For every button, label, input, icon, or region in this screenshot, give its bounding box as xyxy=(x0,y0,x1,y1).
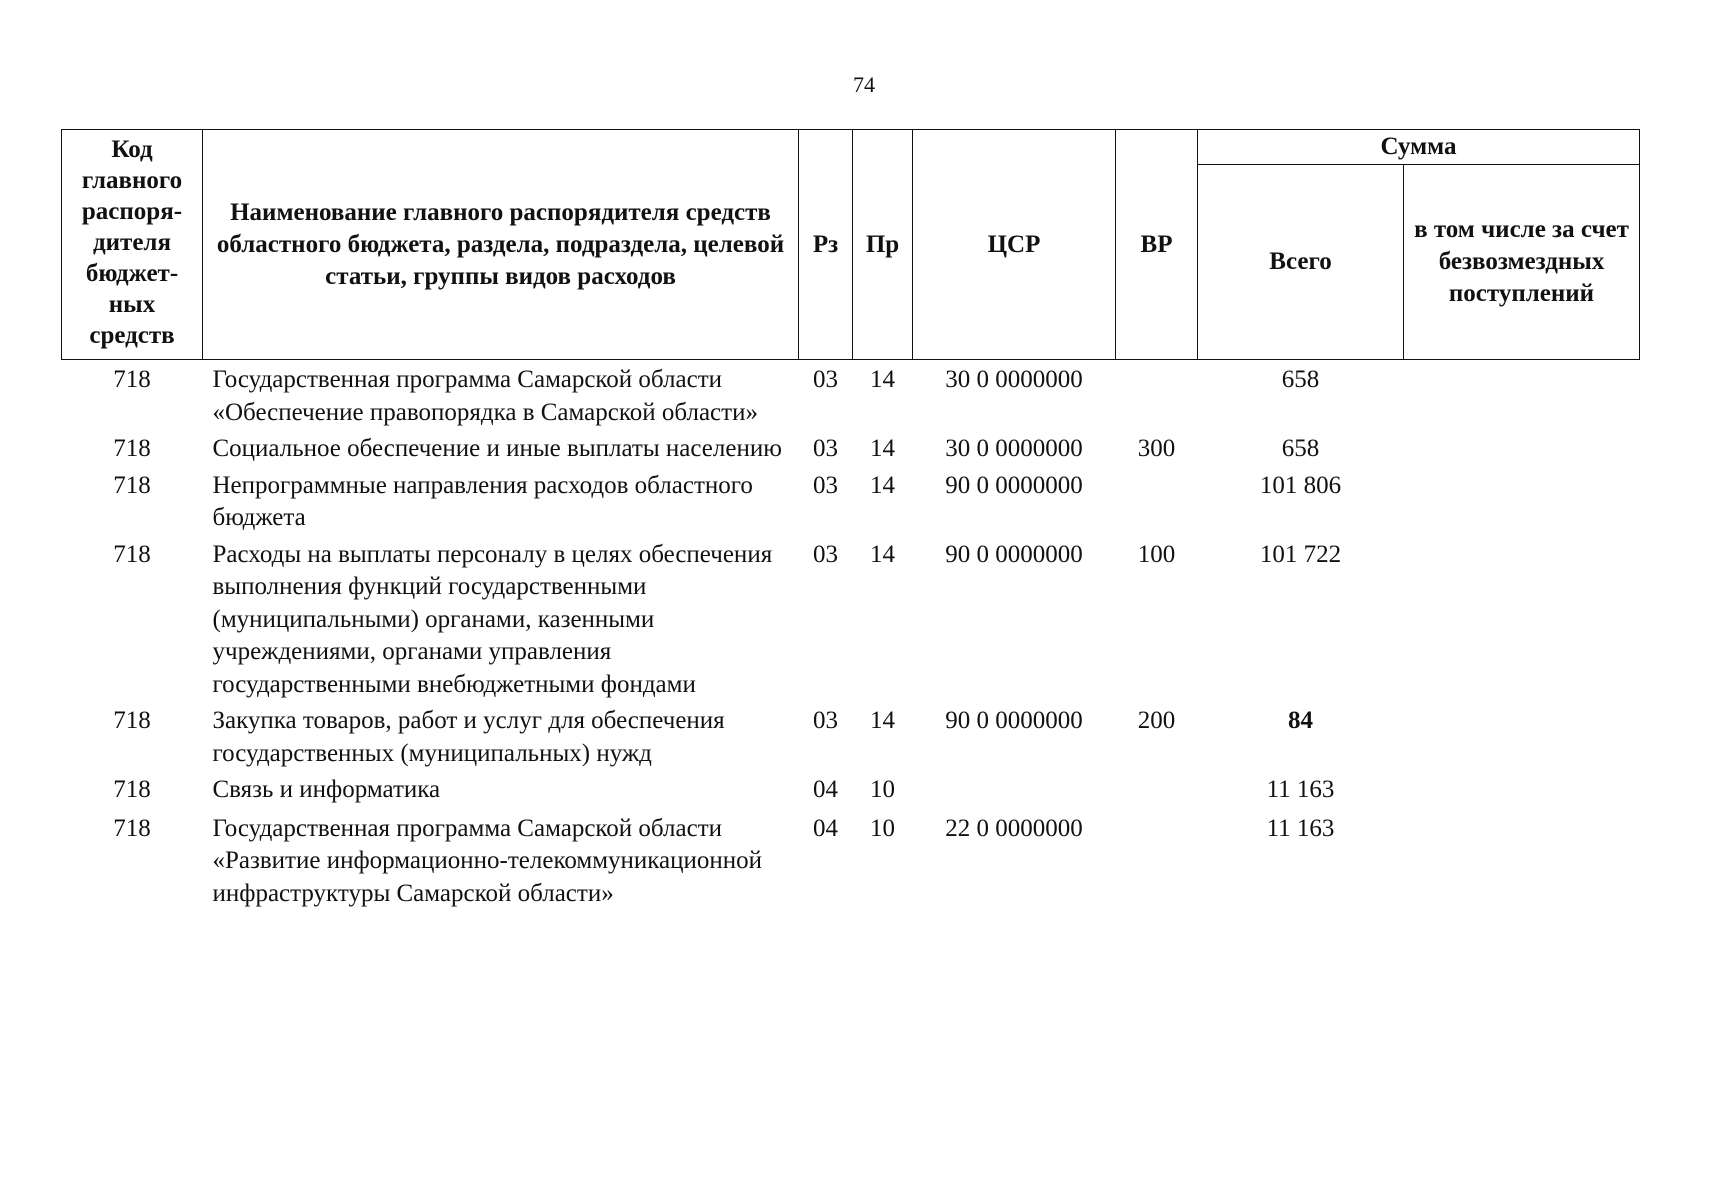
cell-rz: 03 xyxy=(813,540,838,568)
cell-rz: 03 xyxy=(813,366,838,393)
cell-csr: 30 0 0000000 xyxy=(945,435,1083,462)
cell-pr: 14 xyxy=(870,471,895,499)
header-pr: Пр xyxy=(853,130,913,360)
cell-total: 84 xyxy=(1288,707,1313,734)
cell-name: Расходы на выплаты персоналу в целях обеспечения выполнения функций государственными (муниципальными) органами, казенными учреждениями, органами управления государственными внебюджетными фондами xyxy=(212,540,773,698)
header-csr: ЦСР xyxy=(913,130,1116,360)
cell-free xyxy=(1404,535,1640,702)
cell-vr xyxy=(1116,770,1198,807)
cell-vr: 100 xyxy=(1137,540,1176,568)
cell-free xyxy=(1404,701,1640,770)
cell-vr: 300 xyxy=(1137,435,1176,462)
cell-free xyxy=(1404,466,1640,535)
table-row xyxy=(62,429,1640,466)
cell-kod: 718 xyxy=(113,814,151,842)
cell-pr: 14 xyxy=(870,366,895,393)
cell-csr: 30 0 0000000 xyxy=(945,366,1083,393)
cell-vr: 200 xyxy=(1137,707,1176,734)
cell-pr: 10 xyxy=(870,814,895,842)
cell-csr: 90 0 0000000 xyxy=(945,540,1083,568)
cell-csr: 22 0 0000000 xyxy=(945,814,1083,842)
header-name: Наименование главного распорядителя средств областного бюджета, раздела, подраздела, целевой статьи, группы видов расходов xyxy=(203,130,799,360)
table-row xyxy=(62,466,1640,535)
cell-kod: 718 xyxy=(113,435,151,462)
cell-vr xyxy=(1116,807,1198,911)
cell-total: 658 xyxy=(1281,366,1320,393)
header-vsego: Всего xyxy=(1198,165,1404,360)
cell-total: 101 722 xyxy=(1259,540,1342,568)
cell-rz: 03 xyxy=(813,707,838,734)
table-row xyxy=(62,535,1640,702)
cell-kod: 718 xyxy=(113,471,151,499)
table-row xyxy=(62,807,1640,911)
cell-total: 101 806 xyxy=(1259,471,1342,499)
cell-kod: 718 xyxy=(113,776,151,803)
cell-total: 658 xyxy=(1281,435,1320,462)
cell-free xyxy=(1404,360,1640,430)
cell-csr: 90 0 0000000 xyxy=(945,707,1083,734)
cell-name: Связь и информатика xyxy=(212,776,441,803)
cell-total: 11 163 xyxy=(1266,814,1335,842)
table-body xyxy=(62,360,1640,911)
cell-rz: 03 xyxy=(813,435,838,462)
cell-csr: 90 0 0000000 xyxy=(945,471,1083,499)
cell-kod: 718 xyxy=(113,540,151,568)
page-number: 74 xyxy=(853,72,875,97)
cell-kod: 718 xyxy=(113,707,151,734)
table-row xyxy=(62,701,1640,770)
cell-free xyxy=(1404,770,1640,807)
table-header xyxy=(62,130,1640,360)
table-row xyxy=(62,360,1640,430)
cell-kod: 718 xyxy=(113,366,151,393)
cell-name: Закупка товаров, работ и услуг для обеспечения государственных (муниципальных) нужд xyxy=(212,707,725,767)
cell-total: 11 163 xyxy=(1266,776,1335,803)
cell-free xyxy=(1404,807,1640,911)
cell-rz: 04 xyxy=(813,776,838,803)
header-free: в том числе за счет безвозмездных поступлений xyxy=(1404,165,1640,360)
cell-name: Государственная программа Самарской области «Развитие информационно-телекоммуникационной инфраструктуры Самарской области» xyxy=(212,814,763,907)
header-kod: Код главного распоря-дителя бюджет-ных средств xyxy=(62,130,203,360)
cell-pr: 14 xyxy=(870,435,895,462)
budget-table xyxy=(61,129,1640,910)
cell-free xyxy=(1404,429,1640,466)
header-vr: ВР xyxy=(1116,130,1198,360)
cell-name: Непрограммные направления расходов областного бюджета xyxy=(212,471,753,531)
table-row xyxy=(62,770,1640,807)
header-rz: Рз xyxy=(799,130,853,360)
cell-pr: 14 xyxy=(870,707,895,734)
cell-pr: 14 xyxy=(870,540,895,568)
cell-name: Государственная программа Самарской области «Обеспечение правопорядка в Самарской области» xyxy=(212,366,758,426)
cell-rz: 03 xyxy=(813,471,838,499)
header-summa: Сумма xyxy=(1198,130,1640,165)
cell-name: Социальное обеспечение и иные выплаты населению xyxy=(212,435,782,462)
cell-pr: 10 xyxy=(870,776,895,803)
cell-vr xyxy=(1116,466,1198,535)
cell-vr xyxy=(1116,360,1198,430)
cell-csr xyxy=(913,770,1116,807)
cell-rz: 04 xyxy=(813,814,838,842)
